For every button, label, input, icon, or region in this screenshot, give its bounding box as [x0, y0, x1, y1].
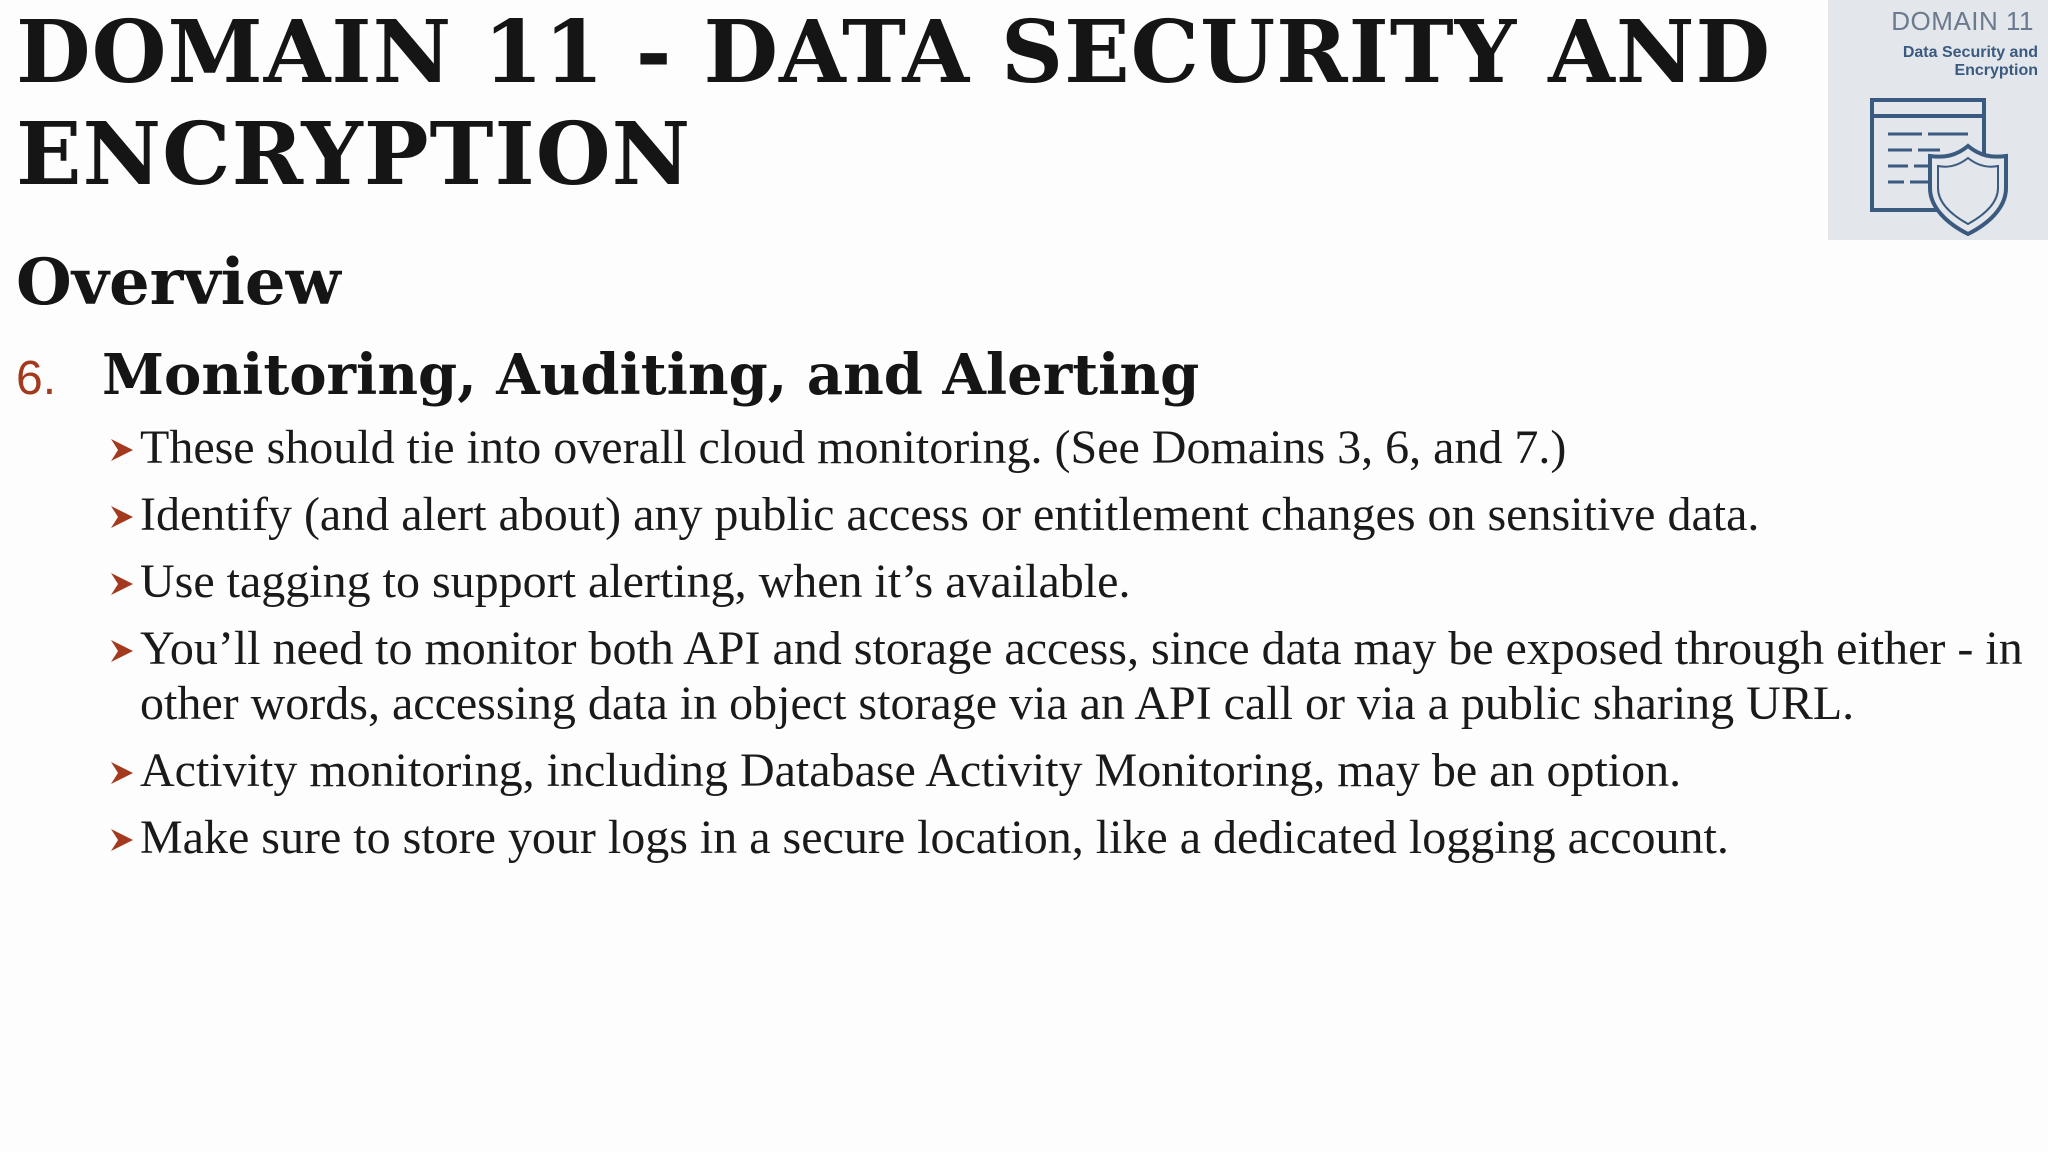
- section-heading: [16, 342, 1199, 420]
- bullet-item: [108, 743, 2028, 798]
- bullet-text: Identify (and alert about) any public access or entitlement changes on sensitive data.: [140, 488, 1760, 541]
- bullet-text: Make sure to store your logs in a secure location, like a dedicated logging account.: [140, 811, 1729, 864]
- bullet-item: [108, 621, 2028, 731]
- bullet-item: [108, 487, 2028, 542]
- arrow-bullet-icon: [108, 637, 136, 665]
- arrow-bullet-icon: [108, 759, 136, 787]
- bullet-text: These should tie into overall cloud monitoring. (See Domains 3, 6, and 7.): [140, 421, 1567, 474]
- bullet-item: [108, 810, 2028, 865]
- bullet-list: [108, 420, 2028, 877]
- section-title: Monitoring, Auditing, and Alerting: [102, 342, 1200, 408]
- slide-title: DOMAIN 11 - DATA SECURITY AND ENCRYPTION: [16, 2, 1772, 205]
- arrow-bullet-icon: [108, 436, 136, 464]
- domain-badge: [1828, 0, 2048, 240]
- slide-subtitle: Overview: [16, 245, 341, 320]
- bullet-text: Activity monitoring, including Database Activity Monitoring, may be an option.: [140, 744, 1682, 797]
- arrow-bullet-icon: [108, 570, 136, 598]
- bullet-text: Use tagging to support alerting, when it’s available.: [140, 555, 1131, 608]
- badge-subtitle: Data Security and Encryption: [1902, 44, 2038, 79]
- bullet-item: [108, 420, 2028, 475]
- badge-domain-label: DOMAIN 11: [1891, 6, 2034, 36]
- arrow-bullet-icon: [108, 503, 136, 531]
- bullet-item: [108, 554, 2028, 609]
- section-number: 6.: [16, 352, 57, 405]
- arrow-bullet-icon: [108, 826, 136, 854]
- bullet-text: You’ll need to monitor both API and storage access, since data may be exposed through either - in other words, accessing data in object storage via an API call or via a public sharing URL.: [140, 622, 2023, 730]
- document-shield-icon: [1868, 96, 2018, 236]
